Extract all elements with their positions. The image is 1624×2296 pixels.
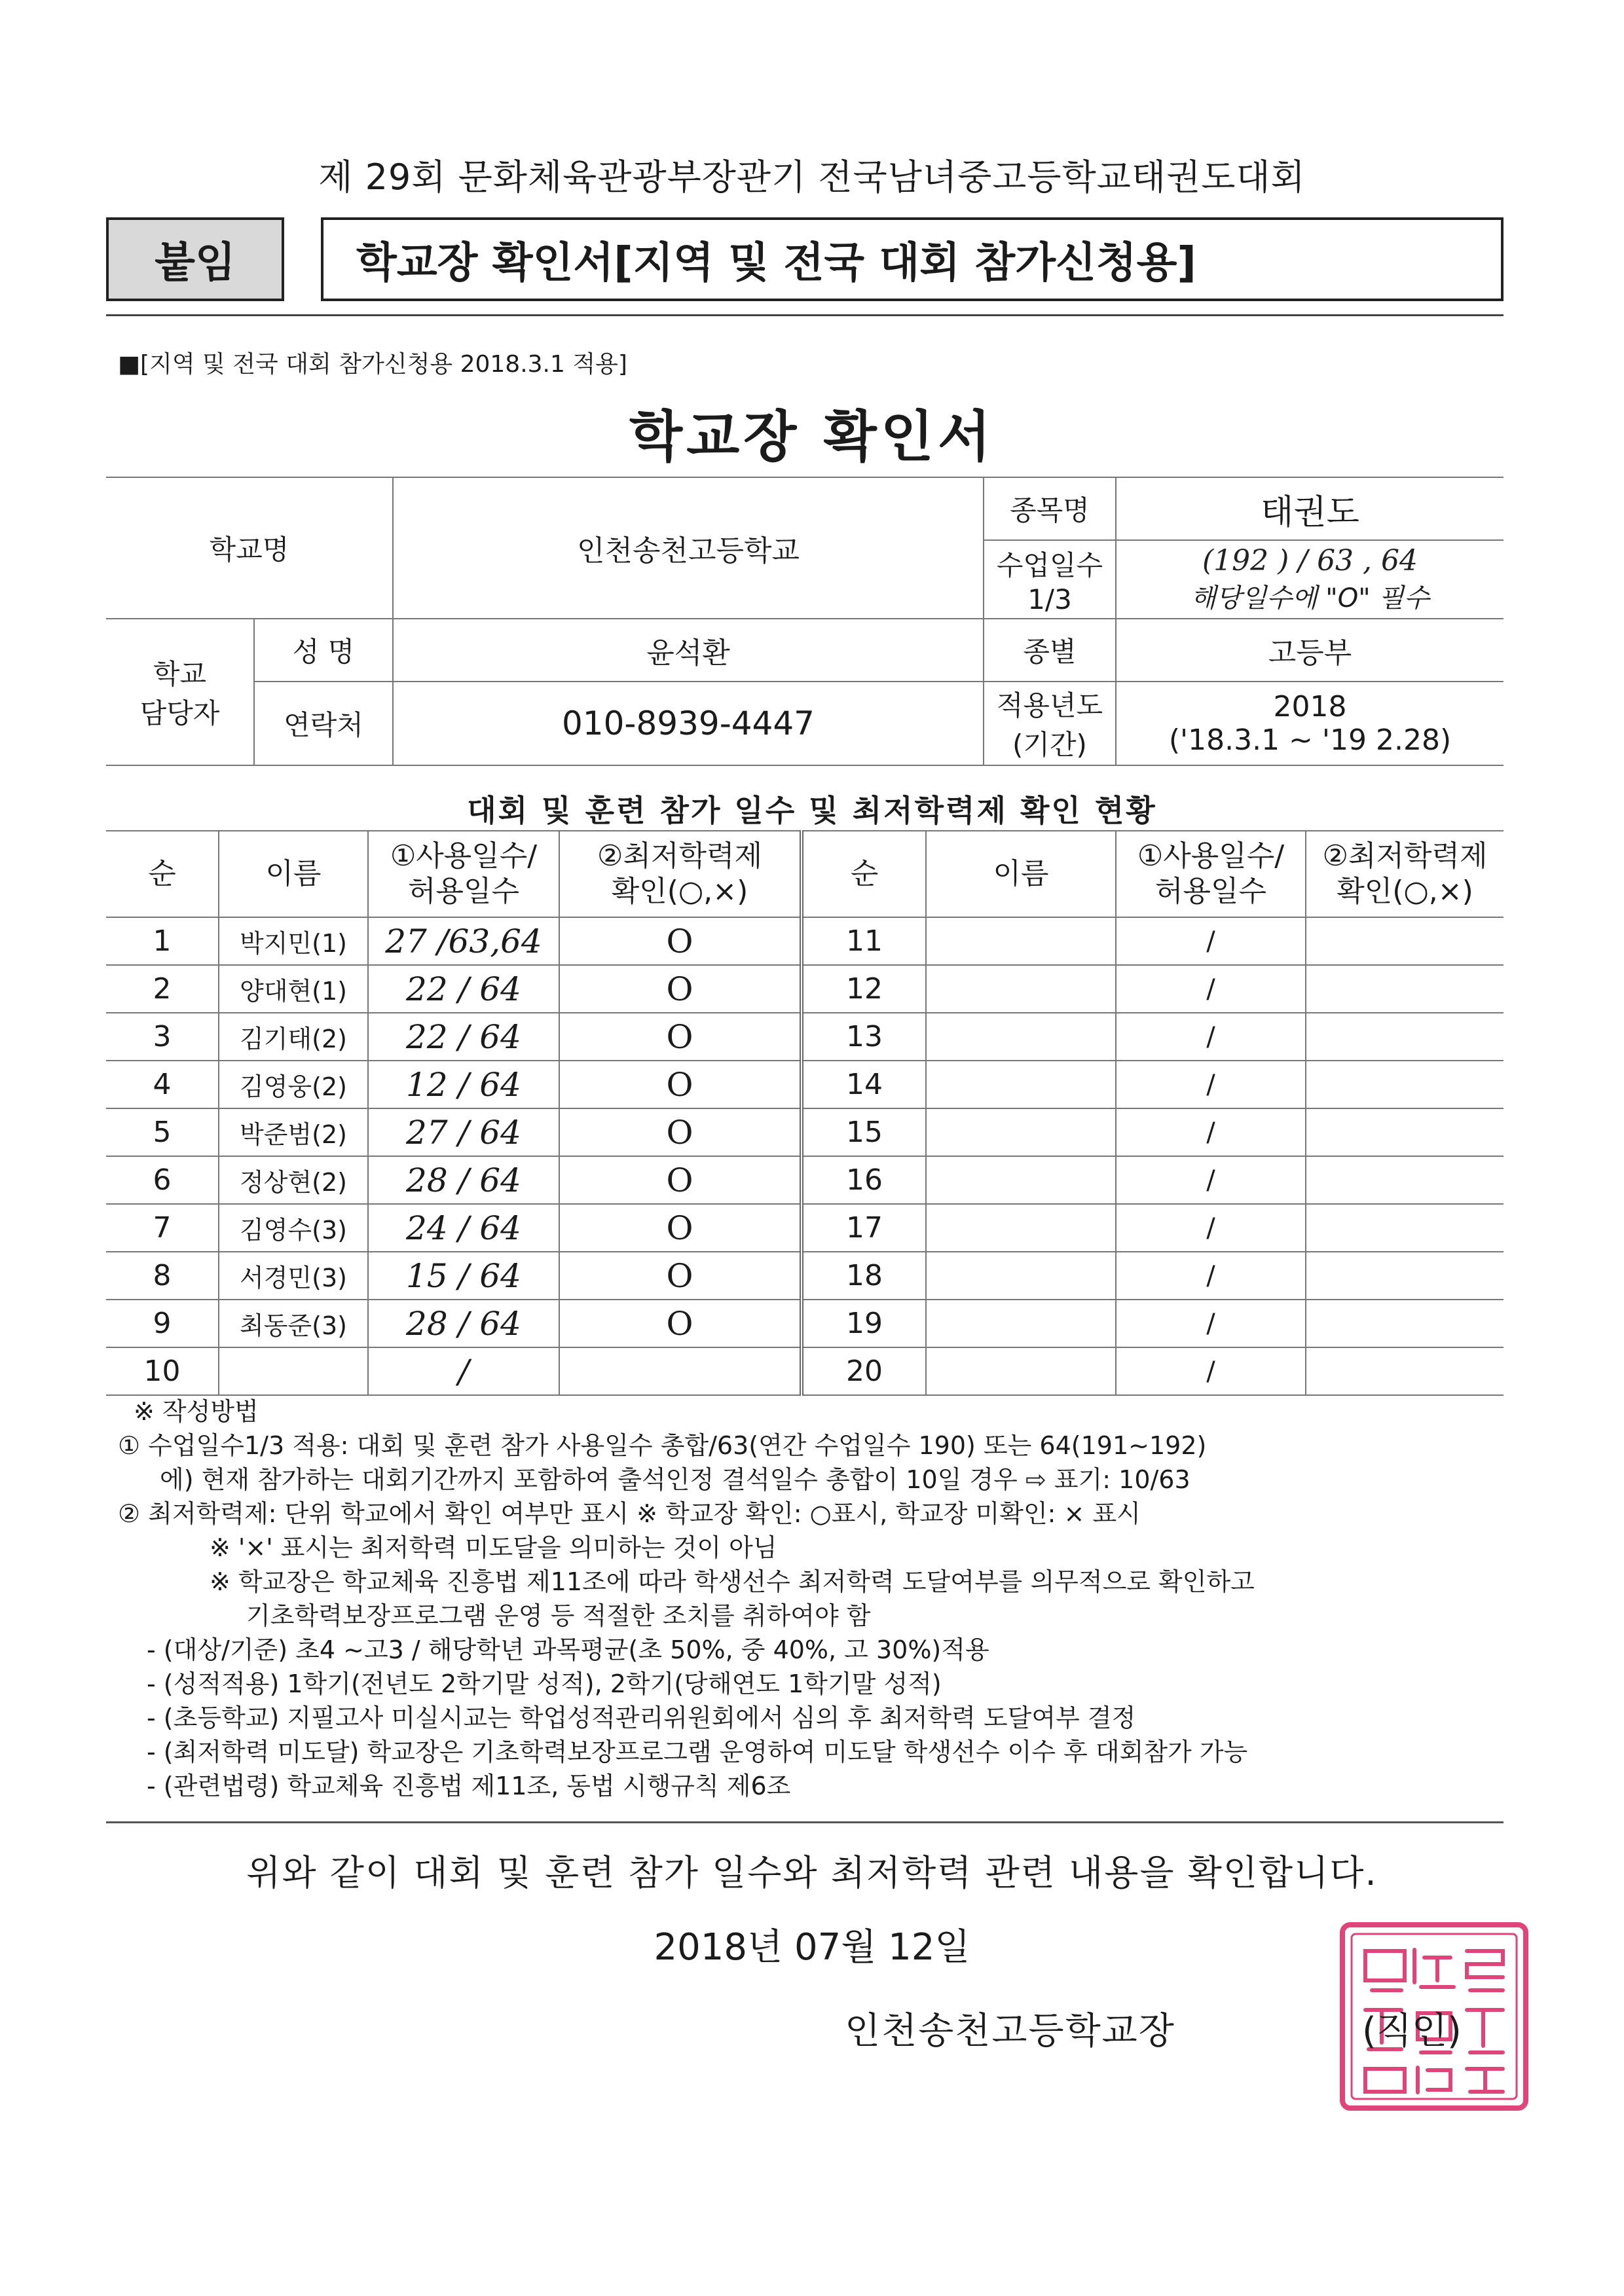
athlete-name: 김영수(3) [219, 1204, 368, 1252]
table-row [106, 965, 1504, 1013]
used-days: 28 / 64 [368, 1300, 559, 1347]
row-no-right: 12 [802, 965, 926, 1013]
used-days-right: / [1116, 965, 1306, 1013]
used-days-right: / [1116, 1300, 1306, 1347]
row-no: 2 [106, 965, 219, 1013]
confirmation-statement: 위와 같이 대회 및 훈련 참가 일수와 최저학력 관련 내용을 확인합니다. [246, 1852, 1378, 1893]
note-4b: 기초학력보장프로그램 운영 등 적절한 조치를 취하여야 함 [246, 1601, 871, 1630]
year-value-line1: 2018 [1273, 690, 1347, 723]
notes-divider [106, 1821, 1504, 1823]
min-score-mark: O [559, 1013, 802, 1061]
used-days: 22 / 64 [368, 965, 559, 1013]
class-days-value [1116, 540, 1504, 619]
header-min-right-line2: 확인(○,×) [1337, 875, 1473, 908]
table-row [106, 1252, 1504, 1300]
header-days-line1: ①사용일수/ [390, 839, 538, 873]
min-score-mark-right [1306, 1061, 1504, 1108]
detail-1: - (대상/기준) 초4 ~고3 / 해당학년 과목평균(초 50%, 중 40%, 고 30%)적용 [147, 1635, 989, 1664]
athlete-name: 박지민(1) [219, 917, 368, 965]
class-days-label [984, 540, 1116, 619]
min-score-mark-right [1306, 1300, 1504, 1347]
seal-glyph-3 [1467, 1951, 1503, 1990]
section-title: 대회 및 훈련 참가 일수 및 최저학력제 확인 현황 [467, 793, 1157, 828]
used-days: 27 / 64 [368, 1108, 559, 1156]
attachment-label: 붙임 [106, 217, 284, 301]
row-no-right: 17 [802, 1204, 926, 1252]
detail-4: - (최저학력 미도달) 학교장은 기초학력보장프로그램 운영하여 미도달 학생선수 이수 후 대회참가 가능 [147, 1738, 1248, 1766]
seal-glyph-8 [1418, 2068, 1450, 2092]
table-row [106, 1204, 1504, 1252]
header-no-right: 순 [802, 831, 926, 917]
year-label-line1: 적용년도 [996, 689, 1103, 721]
row-no: 4 [106, 1061, 219, 1108]
sport-label: 종목명 [984, 477, 1116, 540]
min-score-mark [559, 1347, 802, 1395]
year-label [984, 682, 1116, 765]
used-days-right: / [1116, 1347, 1306, 1395]
min-score-mark-right [1306, 1156, 1504, 1204]
manager-label-line1: 학교 [153, 658, 207, 690]
header-days-line2: 허용일수 [407, 875, 519, 908]
seal-label: (직인) [1362, 2010, 1462, 2052]
min-score-mark: O [559, 965, 802, 1013]
school-name-label: 학교명 [106, 477, 393, 619]
row-no-right: 11 [802, 917, 926, 965]
row-no: 9 [106, 1300, 219, 1347]
used-days-right: / [1116, 1061, 1306, 1108]
athlete-name-right [926, 1013, 1116, 1061]
athlete-name: 최동준(3) [219, 1300, 368, 1347]
header-min-score-right [1306, 831, 1504, 917]
min-score-mark: O [559, 1108, 802, 1156]
used-days: / [368, 1347, 559, 1395]
school-name-value: 인천송천고등학교 [393, 477, 984, 619]
table-row [106, 1061, 1504, 1108]
seal-glyph-2 [1414, 1950, 1454, 1987]
athlete-name-right [926, 1156, 1116, 1204]
athlete-name: 양대현(1) [219, 965, 368, 1013]
seal-glyph-6 [1467, 2010, 1503, 2052]
min-score-mark-right [1306, 965, 1504, 1013]
min-score-mark: O [559, 1204, 802, 1252]
year-value-line2: ('18.3.1 ~ '19 2.28) [1168, 723, 1452, 757]
used-days: 24 / 64 [368, 1204, 559, 1252]
year-label-line2: (기간) [1012, 729, 1087, 761]
row-no: 3 [106, 1013, 219, 1061]
athlete-rows [106, 917, 1504, 1395]
min-score-mark-right [1306, 1204, 1504, 1252]
year-value [1116, 682, 1504, 765]
header-days [368, 831, 559, 917]
seal-glyph-9 [1467, 2069, 1503, 2092]
athlete-name-right [926, 1061, 1116, 1108]
manager-name-label: 성 명 [254, 619, 393, 682]
header-days-right-line2: 허용일수 [1154, 875, 1266, 908]
athlete-name: 서경민(3) [219, 1252, 368, 1300]
min-score-mark-right [1306, 917, 1504, 965]
row-no-right: 15 [802, 1108, 926, 1156]
detail-2: - (성적적용) 1학기(전년도 2학기말 성적), 2학기(당해연도 1학기말 성적) [147, 1669, 942, 1698]
class-days-handwritten: (192 ) / 63 , 64 [1202, 544, 1418, 577]
used-days-right: / [1116, 1013, 1306, 1061]
header-no: 순 [106, 831, 219, 917]
table-row [106, 917, 1504, 965]
athlete-name-right [926, 1108, 1116, 1156]
class-days-note: 해당일수에 "O" 필수 [1190, 583, 1430, 613]
table-row [106, 1347, 1504, 1395]
used-days: 28 / 64 [368, 1156, 559, 1204]
athlete-name [219, 1347, 368, 1395]
athlete-name-right [926, 917, 1116, 965]
school-info-table [106, 477, 1504, 766]
detail-3: - (초등학교) 지필고사 미실시교는 학업성적관리위원회에서 심의 후 최저학력 도달여부 결정 [147, 1704, 1136, 1732]
header-name: 이름 [219, 831, 368, 917]
class-days-label-line2: 1/3 [1027, 583, 1072, 615]
athlete-name-right [926, 1300, 1116, 1347]
manager-label-line2: 담당자 [139, 697, 220, 729]
principal-signature: 인천송천고등학교장 [845, 2010, 1175, 2052]
seal-glyph-1 [1365, 1951, 1405, 1990]
row-no-right: 20 [802, 1347, 926, 1395]
header-min-right-line1: ②최저학력제 [1322, 839, 1488, 873]
header-divider [106, 314, 1504, 316]
form-version-note: ■[지역 및 전국 대회 참가신청용 2018.3.1 적용] [118, 351, 627, 378]
seal-glyph-7 [1365, 2069, 1405, 2092]
athlete-name: 김영웅(2) [219, 1061, 368, 1108]
note-4a: ※ 학교장은 학교체육 진흥법 제11조에 따라 학생선수 최저학력 도달여부를 의무적으로 확인하고 [210, 1567, 1255, 1596]
min-score-mark-right [1306, 1013, 1504, 1061]
detail-5: - (관련법령) 학교체육 진흥법 제11조, 동법 시행규칙 제6조 [147, 1772, 791, 1800]
row-no: 6 [106, 1156, 219, 1204]
athlete-name: 박준범(2) [219, 1108, 368, 1156]
min-score-mark: O [559, 1252, 802, 1300]
table-row [106, 1300, 1504, 1347]
used-days-right: / [1116, 1108, 1306, 1156]
notes-heading: ※ 작성방법 [134, 1397, 259, 1426]
athlete-name-right [926, 1347, 1116, 1395]
athlete-name-right [926, 1252, 1116, 1300]
header-min-score [559, 831, 802, 917]
table-row [106, 1013, 1504, 1061]
used-days-right: / [1116, 917, 1306, 965]
row-no-right: 19 [802, 1300, 926, 1347]
used-days: 22 / 64 [368, 1013, 559, 1061]
athlete-table [106, 830, 1504, 1396]
form-title-box: 학교장 확인서[지역 및 전국 대회 참가신청용] [321, 217, 1504, 301]
table-row [106, 1156, 1504, 1204]
manager-name-value: 윤석환 [393, 619, 984, 682]
row-no: 8 [106, 1252, 219, 1300]
header-min-line1: ②최저학력제 [597, 839, 762, 873]
header-days-right-line1: ①사용일수/ [1137, 839, 1285, 873]
used-days-right: / [1116, 1252, 1306, 1300]
contact-value: 010-8939-4447 [393, 682, 984, 765]
table-row [106, 1108, 1504, 1156]
page-title: 학교장 확인서 [629, 405, 995, 469]
manager-label [106, 619, 254, 765]
instructions [118, 1394, 1506, 1803]
min-score-mark-right [1306, 1347, 1504, 1395]
athlete-name: 정상현(2) [219, 1156, 368, 1204]
row-no-right: 13 [802, 1013, 926, 1061]
used-days-right: / [1116, 1156, 1306, 1204]
row-no: 10 [106, 1347, 219, 1395]
min-score-mark: O [559, 1061, 802, 1108]
athlete-name-right [926, 965, 1116, 1013]
header-min-line2: 확인(○,×) [611, 875, 748, 908]
min-score-mark: O [559, 1156, 802, 1204]
division-label: 종별 [984, 619, 1116, 682]
row-no: 1 [106, 917, 219, 965]
used-days-right: / [1116, 1204, 1306, 1252]
note-1b: 에) 현재 참가하는 대회기간까지 포함하여 출석인정 결석일수 총합이 10일 경우 ⇨ 표기: 10/63 [160, 1465, 1190, 1494]
used-days: 27 /63,64 [368, 917, 559, 965]
athlete-name: 김기태(2) [219, 1013, 368, 1061]
row-no-right: 14 [802, 1061, 926, 1108]
min-score-mark-right [1306, 1252, 1504, 1300]
contact-label: 연락처 [254, 682, 393, 765]
used-days: 12 / 64 [368, 1061, 559, 1108]
note-1a: ① 수업일수1/3 적용: 대회 및 훈련 참가 사용일수 총합/63(연간 수업일수 190) 또는 64(191~192) [118, 1431, 1207, 1460]
row-no: 7 [106, 1204, 219, 1252]
min-score-mark: O [559, 917, 802, 965]
row-no: 5 [106, 1108, 219, 1156]
row-no-right: 18 [802, 1252, 926, 1300]
issue-date: 2018년 07월 12일 [654, 1926, 970, 1969]
min-score-mark-right [1306, 1108, 1504, 1156]
header-name-right: 이름 [926, 831, 1116, 917]
header-days-right [1116, 831, 1306, 917]
division-value: 고등부 [1116, 619, 1504, 682]
row-no-right: 16 [802, 1156, 926, 1204]
used-days: 15 / 64 [368, 1252, 559, 1300]
athlete-name-right [926, 1204, 1116, 1252]
sport-value: 태권도 [1116, 477, 1504, 540]
event-title: 제 29회 문화체육관광부장관기 전국남녀중고등학교태권도대회 [318, 156, 1306, 198]
note-2: ② 최저학력제: 단위 학교에서 확인 여부만 표시 ※ 학교장 확인: ○표시, 학교장 미확인: × 표시 [118, 1499, 1141, 1528]
class-days-label-line1: 수업일수 [996, 549, 1103, 581]
min-score-mark: O [559, 1300, 802, 1347]
note-3: ※ '×' 표시는 최저학력 미도달을 의미하는 것이 아님 [210, 1533, 777, 1562]
